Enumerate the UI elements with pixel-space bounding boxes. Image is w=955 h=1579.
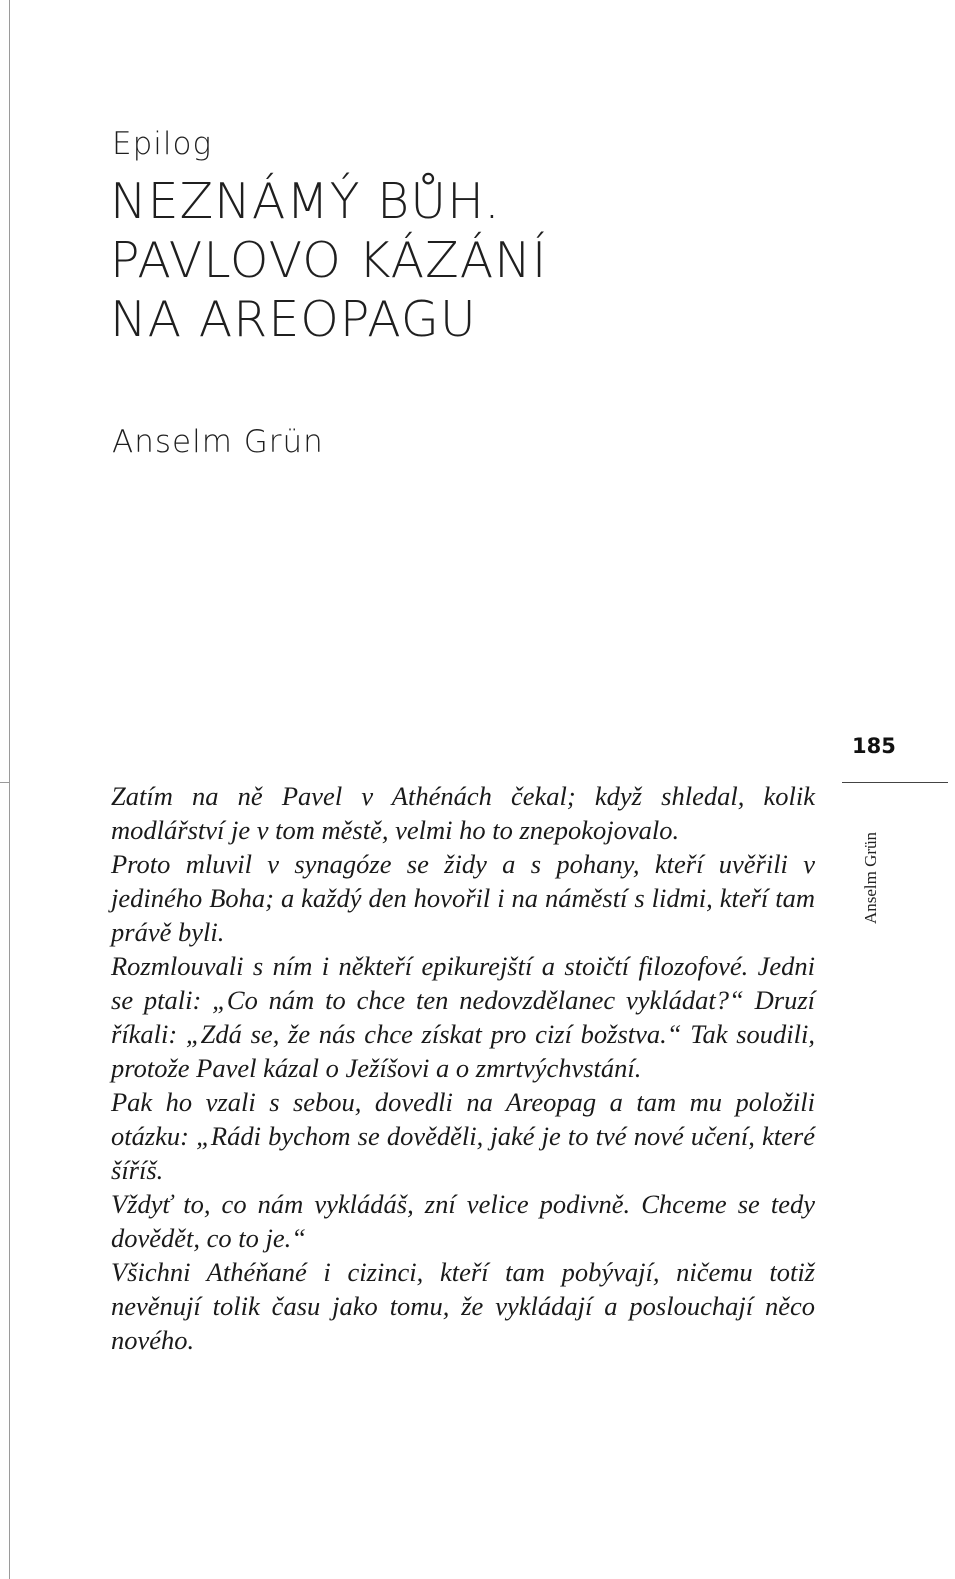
- page-edge-notch: [0, 782, 9, 783]
- chapter-author: Anselm Grün: [112, 424, 324, 460]
- chapter-kicker: Epilog: [112, 126, 213, 162]
- passage-paragraph: Proto mluvil v synagóze se židy a s pohany, kteří uvěřili v jediného Boha; a každý den hovořil i na náměstí s lidmi, kteří tam právě byli.: [111, 849, 815, 947]
- chapter-title-line: PAVLOVO KÁZÁNÍ: [110, 232, 548, 289]
- chapter-title: [110, 172, 547, 349]
- page-edge-rule: [9, 0, 10, 1579]
- passage-paragraph: Zatím na ně Pavel v Athénách čekal; když shledal, kolik modlářství je v tom městě, velmi ho to znepokojovalo.: [111, 781, 815, 845]
- page-number: 185: [852, 734, 896, 758]
- scripture-passage: [111, 779, 815, 1357]
- passage-paragraph: Všichni Athéňané i cizinci, kteří tam pobývají, ničemu totiž nevěnují tolik času jako tomu, že vykládají a poslouchají něco nového.: [111, 1257, 815, 1355]
- running-author: Anselm Grün: [861, 831, 880, 925]
- passage-paragraph: Rozmlouvali s ním i někteří epikurejští a stoičtí filozofové. Jedni se ptali: „Co nám to chce ten nedovzdělanec vykládat?“ Druzí říkali: „Zdá se, že nás chce získat pro cizí božstva.“ Tak soudili, protože Pavel kázal o Ježíšovi a o zmrtvýchvstání.: [111, 951, 815, 1083]
- passage-paragraph: Vždyť to, co nám vykládáš, zní velice podivně. Chceme se tedy dovědět, co to je.“: [111, 1189, 815, 1253]
- chapter-title-line: NEZNÁMÝ BŮH.: [110, 173, 501, 230]
- margin-rule: [842, 782, 948, 783]
- passage-paragraph: Pak ho vzali s sebou, dovedli na Areopag a tam mu položili otázku: „Rádi bychom se dověděli, jaké je to tvé nové učení, které šíříš.: [111, 1087, 815, 1185]
- chapter-title-line: NA AREOPAGU: [110, 291, 477, 348]
